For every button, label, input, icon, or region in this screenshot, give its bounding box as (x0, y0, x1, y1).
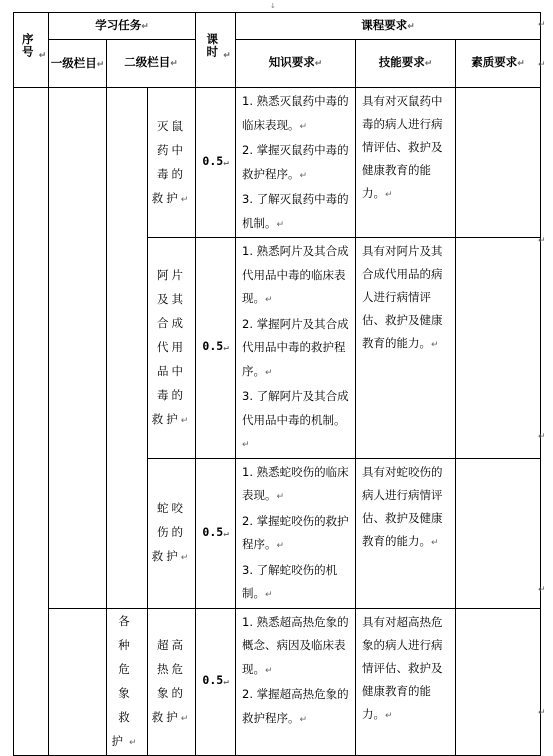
knowledge-cell (236, 458, 356, 608)
knowledge-item: 2. 掌握超高热危象的救护程序。↵ (242, 687, 349, 725)
knowledge-cell (236, 88, 356, 238)
knowledge-item: 2. 掌握灭鼠药中毒的救护程序。↵ (242, 143, 349, 181)
knowledge-item: 1. 熟悉灭鼠药中毒的临床表现。↵ (242, 94, 349, 132)
skill-cell: 具有对蛇咬伤的病人进行病情评估、救护及健康教育的能力。↵ (356, 458, 456, 608)
knowledge-item: 1. 熟悉超高热危象的概念、病因及临床表现。↵ (242, 614, 349, 676)
spacer-cell (107, 88, 148, 609)
hours-cell: 0.5↵ (196, 88, 236, 238)
header-level2: 二级栏目↵ (107, 40, 196, 88)
header-hours: 课时 ↵ (196, 13, 236, 88)
header-row-1 (14, 13, 541, 40)
header-seq: 序号 ↵ (14, 13, 49, 88)
page-break-mark: ↓ (270, 2, 276, 10)
task-name-cell: 蛇咬伤的救护↵ (148, 458, 196, 608)
knowledge-item: 3. 了解灭鼠药中毒的机制。↵ (242, 192, 349, 230)
skill-cell: 具有对超高热危象的病人进行病情评估、救护及健康教育的能力。↵ (356, 608, 456, 755)
knowledge-item: 3. 了解阿片及其合成代用品中毒的机制。↵ (242, 389, 349, 450)
table-row (14, 608, 541, 755)
header-seq-label: 序号 (20, 32, 35, 58)
level1-group-cell: 各种危象救护↵ (107, 608, 148, 755)
task-name-cell: 超高热危象的救护↵ (148, 608, 196, 755)
level1-cell (49, 88, 107, 609)
knowledge-cell (236, 238, 356, 459)
task-name-cell: 阿片及其合成代用品中毒的救护↵ (148, 238, 196, 459)
row-end-mark: ↵ (538, 236, 546, 246)
header-quality: 素质要求↵ (456, 40, 541, 88)
quality-cell (456, 88, 541, 238)
header-skill: 技能要求↵ (356, 40, 456, 88)
knowledge-item: 2. 掌握阿片及其合成代用品中毒的救护程序。↵ (242, 316, 349, 378)
level1-cell (49, 608, 107, 755)
row-end-mark: ↵ (538, 708, 546, 718)
hours-cell: 0.5↵ (196, 608, 236, 755)
hours-cell: 0.5↵ (196, 238, 236, 459)
header-row-2 (14, 40, 541, 88)
row-end-mark: ↵ (538, 60, 546, 70)
table-row (14, 88, 541, 238)
knowledge-item: 3. 了解蛇咬伤的机制。↵ (242, 562, 338, 600)
row-end-mark: ↵ (538, 20, 546, 30)
skill-cell: 具有对阿片及其合成代用品的病人进行病情评估、救护及健康教育的能力。↵ (356, 238, 456, 459)
quality-cell (456, 458, 541, 608)
header-level1: 一级栏目↵ (49, 40, 107, 88)
header-course-requirements: 课程要求↵ (236, 13, 541, 40)
header-learning-task: 学习任务↵ (49, 13, 196, 40)
row-end-mark: ↵ (538, 432, 546, 442)
quality-cell (456, 608, 541, 755)
knowledge-item: 1. 熟悉阿片及其合成代用品中毒的临床表现。↵ (242, 244, 349, 305)
task-name-cell: 灭鼠药中毒的救护↵ (148, 88, 196, 238)
skill-cell: 具有对灭鼠药中毒的病人进行病情评估、救护及健康教育的能力。↵ (356, 88, 456, 238)
knowledge-cell (236, 608, 356, 755)
row-end-mark: ↵ (538, 585, 546, 595)
header-knowledge: 知识要求↵ (236, 40, 356, 88)
course-requirements-table (13, 12, 541, 756)
quality-cell (456, 238, 541, 459)
knowledge-item: 1. 熟悉蛇咬伤的临床表现。↵ (242, 464, 349, 502)
knowledge-item: 2. 掌握蛇咬伤的救护程序。↵ (242, 513, 349, 551)
header-hours-label: 课时 (205, 32, 220, 58)
hours-cell: 0.5↵ (196, 458, 236, 608)
seq-cell (14, 88, 49, 756)
